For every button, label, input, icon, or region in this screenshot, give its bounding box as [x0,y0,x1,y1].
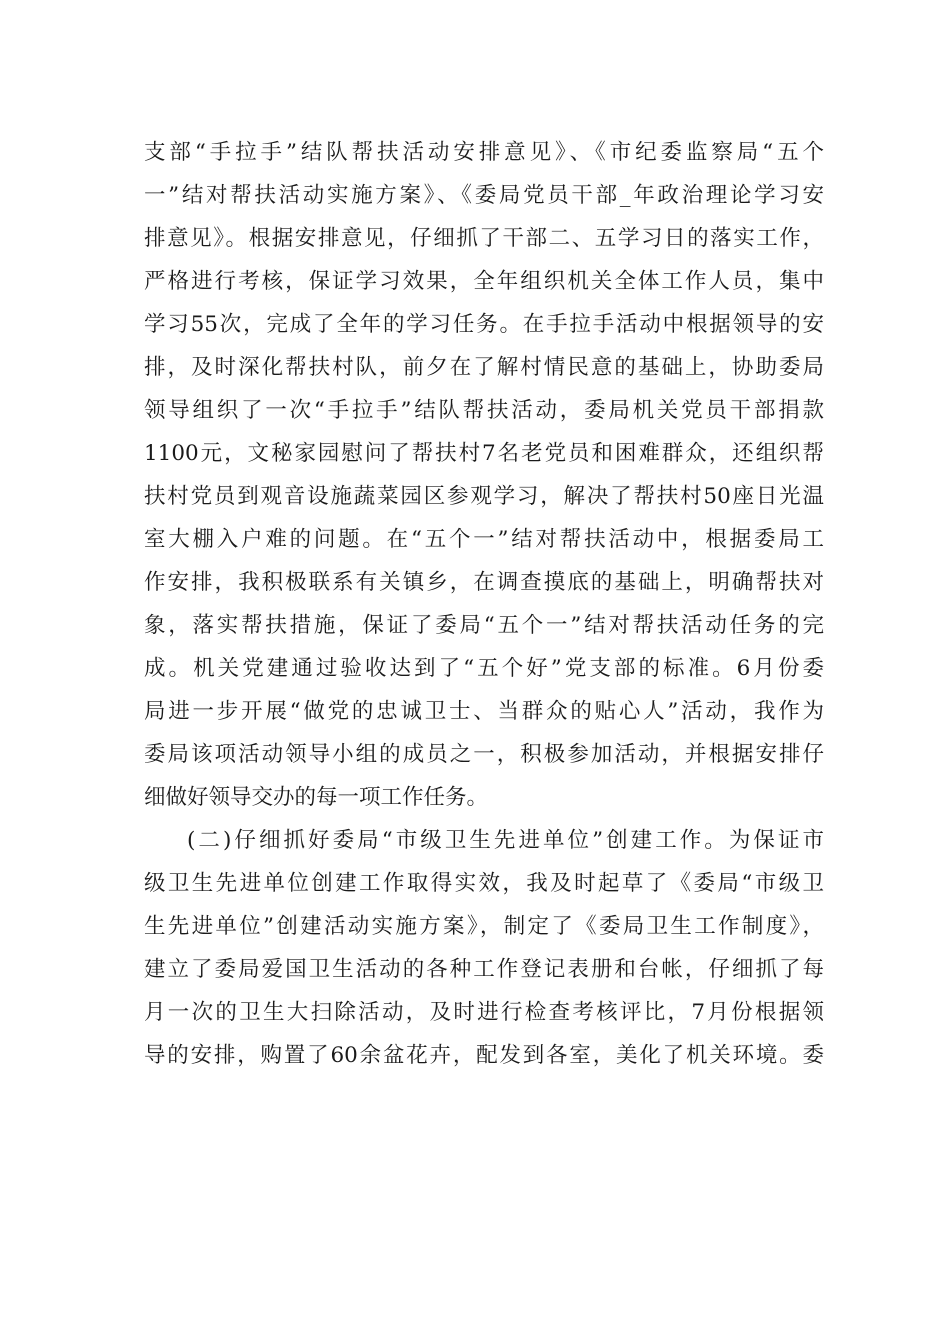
paragraph-2-line: 生先进单位”创建活动实施方案》，制定了《委局卫生工作制度》， [144,914,824,939]
paragraph-1-line: 严格进行考核，保证学习效果，全年组织机关全体工作人员，集中 [144,269,824,294]
paragraph-1-line: 支部“手拉手”结队帮扶活动安排意见》、《市纪委监察局“五个 [144,140,824,165]
paragraph-1-line: 1100元，文秘家园慰问了帮扶村7名老党员和困难群众，还组织帮 [144,441,824,466]
paragraph-1-line: 扶村党员到观音设施蔬菜园区参观学习，解决了帮扶村50座日光温 [144,484,824,509]
paragraph-1-line: 象，落实帮扶措施，保证了委局“五个一”结对帮扶活动任务的完 [144,613,824,638]
paragraph-1-line: 领导组织了一次“手拉手”结队帮扶活动，委局机关党员干部捐款 [144,398,824,423]
paragraph-1-line: 一”结对帮扶活动实施方案》、《委局党员干部_年政治理论学习安 [144,183,824,208]
paragraph-1-line: 作安排，我积极联系有关镇乡，在调查摸底的基础上，明确帮扶对 [144,570,824,595]
document-body [144,131,824,1077]
paragraph-1-line: 成。机关党建通过验收达到了“五个好”党支部的标准。6月份委 [144,656,824,681]
paragraph-1-last-line: 细做好领导交办的每一项工作任务。 [144,785,489,810]
paragraph-1-line: 局进一步开展“做党的忠诚卫士、当群众的贴心人”活动，我作为 [144,699,824,724]
paragraph-1-line: 排意见》。根据安排意见，仔细抓了干部二、五学习日的落实工作， [144,226,824,251]
paragraph-1-line: 委局该项活动领导小组的成员之一，积极参加活动，并根据安排仔 [144,742,824,767]
paragraph-1-line: 室大棚入户难的问题。在“五个一”结对帮扶活动中，根据委局工 [144,527,824,552]
paragraph-2-line: 月一次的卫生大扫除活动，及时进行检查考核评比，7月份根据领 [144,1000,824,1025]
paragraph-1-line: 学习55次，完成了全年的学习任务。在手拉手活动中根据领导的安 [144,312,824,337]
paragraph-1-line: 排，及时深化帮扶村队，前夕在了解村情民意的基础上，协助委局 [144,355,824,380]
paragraph-2-first-line: (二)仔细抓好委局“市级卫生先进单位”创建工作。为保证市 [187,828,824,853]
paragraph-2-line: 级卫生先进单位创建工作取得实效，我及时起草了《委局“市级卫 [144,871,824,896]
paragraph-2-line: 建立了委局爱国卫生活动的各种工作登记表册和台帐，仔细抓了每 [144,957,824,982]
paragraph-2-line: 导的安排，购置了60余盆花卉，配发到各室，美化了机关环境。委 [144,1043,824,1068]
